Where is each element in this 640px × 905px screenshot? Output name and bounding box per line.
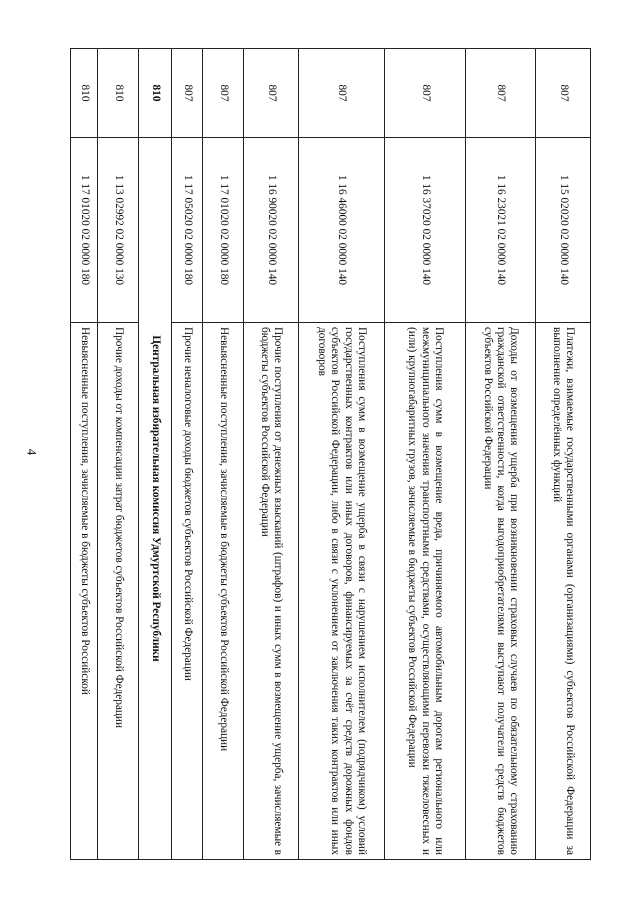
kbk-code-cell: 1 16 46000 02 0000 140 — [299, 138, 385, 323]
table-row — [466, 49, 536, 860]
revenue-name-cell: Прочие поступления от денежных взысканий (штрафов) и иных сумм в возмещение ущерба, зачисляемые в бюджеты субъектов Российской Федерации — [244, 323, 299, 860]
admin-code-cell: 810 — [71, 49, 98, 138]
revenue-name-cell: Прочие доходы от компенсации затрат бюджетов субъектов Российской Федерации — [98, 323, 139, 860]
revenue-codes-table — [70, 48, 591, 860]
kbk-code-cell: 1 17 01020 02 0000 180 — [71, 138, 98, 323]
admin-code-cell: 807 — [466, 49, 536, 138]
table-row — [203, 49, 244, 860]
admin-code-cell: 807 — [385, 49, 466, 138]
revenue-name-cell: Невыясненные поступления, зачисляемые в бюджеты субъектов Российской Федерации — [203, 323, 244, 860]
admin-code-cell: 810 — [98, 49, 139, 138]
section-code-cell: 810 — [139, 49, 172, 138]
kbk-code-cell: 1 17 05020 02 0000 180 — [172, 138, 203, 323]
kbk-code-cell: 1 16 90020 02 0000 140 — [244, 138, 299, 323]
page-number: 4 — [24, 448, 40, 456]
admin-code-cell: 807 — [203, 49, 244, 138]
table-row — [172, 49, 203, 860]
rotated-table-container — [78, 48, 591, 860]
kbk-code-cell: 1 13 02992 02 0000 130 — [98, 138, 139, 323]
revenue-name-cell: Поступления сумм в возмещение ущерба в связи с нарушением исполнителем (подрядчиком) условий государственных контрактов или иных договоров, финансируемых за счёт средств дорожных фондов субъектов Российской Федерации, либо в связи с уклонением от заключения таких контрактов или иных договоров — [299, 323, 385, 860]
admin-code-cell: 807 — [172, 49, 203, 138]
table-row — [299, 49, 385, 860]
admin-code-cell: 807 — [536, 49, 591, 138]
revenue-name-cell: Невыясненные поступления, зачисляемые в бюджеты субъектов Российской — [71, 323, 98, 860]
section-title-cell: Центральная избирательная комиссия Удмуртской Республики — [139, 138, 172, 860]
table-row — [98, 49, 139, 860]
table-row — [71, 49, 98, 860]
kbk-code-cell: 1 16 37020 02 0000 140 — [385, 138, 466, 323]
table-inner — [78, 48, 591, 860]
revenue-name-cell: Платежи, взимаемые государственными органами (организациями) субъектов Российской Федерации за выполнение определённых функций — [536, 323, 591, 860]
kbk-code-cell: 1 16 23021 02 0000 140 — [466, 138, 536, 323]
table-row — [244, 49, 299, 860]
kbk-code-cell: 1 17 01020 02 0000 180 — [203, 138, 244, 323]
revenue-name-cell: Поступления сумм в возмещение вреда, причиняемого автомобильным дорогам регионального или межмуниципального значения транспортными средствами, осуществляющими перевозки тяжеловесных и (или) крупногабаритных грузов, зачисляемые в бюджеты субъектов Российской Федерации — [385, 323, 466, 860]
revenue-name-cell: Доходы от возмещения ущерба при возникновении страховых случаев по обязательному страхованию гражданской ответственности, когда выгодоприобретателями выступают получатели средств бюджетов субъектов Российской Федерации — [466, 323, 536, 860]
section-header-row — [139, 49, 172, 860]
table-row — [385, 49, 466, 860]
table-row — [536, 49, 591, 860]
admin-code-cell: 807 — [244, 49, 299, 138]
revenue-name-cell: Прочие неналоговые доходы бюджетов субъектов Российской Федерации — [172, 323, 203, 860]
kbk-code-cell: 1 15 02020 02 0000 140 — [536, 138, 591, 323]
admin-code-cell: 807 — [299, 49, 385, 138]
